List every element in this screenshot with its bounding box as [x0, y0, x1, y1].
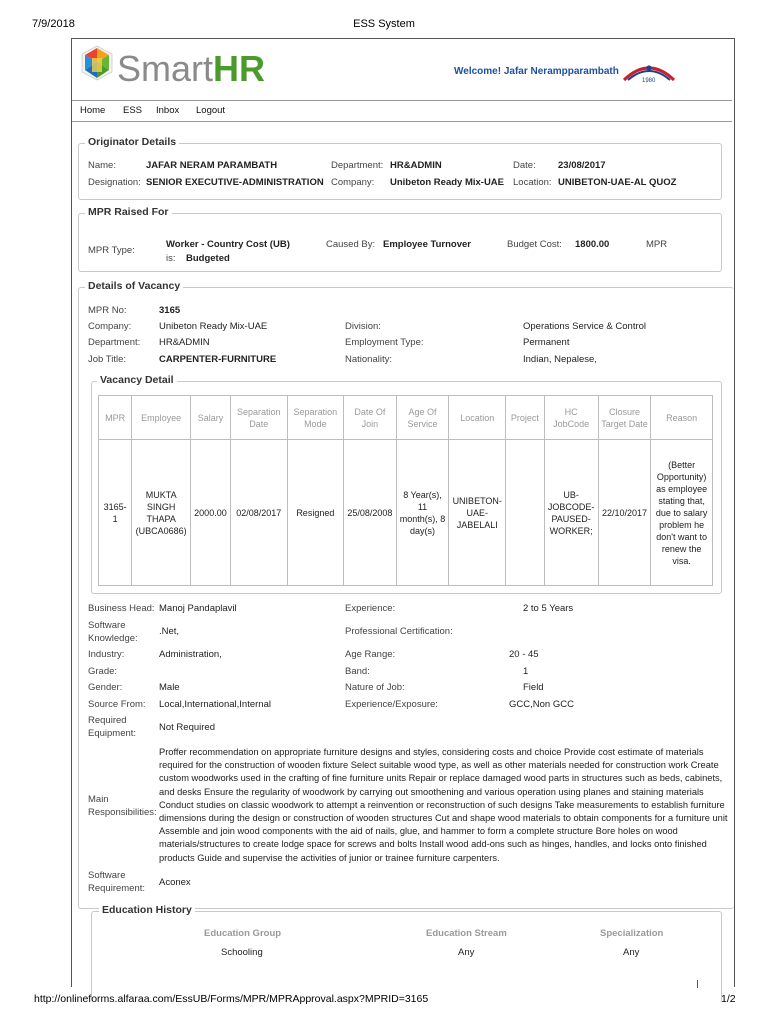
- bh-label: Business Head:: [88, 603, 155, 614]
- exp: 2 to 5 Years: [523, 603, 574, 614]
- bh: Manoj Pandaplavil: [159, 603, 237, 614]
- emblem-year: 1980: [642, 78, 656, 84]
- gender: Male: [159, 682, 180, 693]
- logo-smart: Smart: [117, 48, 214, 89]
- orig-name: JAFAR NERAM PARAMBATH: [146, 160, 278, 171]
- division: Operations Service & Control: [523, 321, 647, 332]
- cell-project: [506, 440, 544, 586]
- grade-label: Grade:: [88, 666, 118, 677]
- scroll-tick: [697, 980, 698, 988]
- cell-mpr: 3165-1: [99, 440, 132, 586]
- mpr-is: Budgeted: [186, 253, 230, 264]
- req: Not Required: [159, 722, 215, 733]
- col-salary: Salary: [190, 396, 230, 440]
- col-date-of-join: Date Of Join: [344, 396, 397, 440]
- sreq: Aconex: [159, 877, 191, 888]
- band-label: Band:: [345, 666, 370, 677]
- vacancy-legend: Details of Vacancy: [85, 280, 183, 292]
- src-label: Source From:: [88, 699, 146, 710]
- cell-salary: 2000.00: [190, 440, 230, 586]
- nav-home[interactable]: Home: [80, 105, 106, 116]
- cell-separation-mode: Resigned: [287, 440, 344, 586]
- print-title: ESS System: [353, 18, 415, 30]
- nav-logout[interactable]: Logout: [196, 105, 226, 116]
- orig-dept-label: Department:: [331, 160, 384, 171]
- logo-text: [117, 48, 265, 90]
- col-employee: Employee: [132, 396, 191, 440]
- resp-label: Main Responsibilities:: [88, 794, 157, 818]
- originator-legend: Originator Details: [85, 136, 179, 148]
- expo-label: Experience/Exposure:: [345, 699, 438, 710]
- col-project: Project: [506, 396, 544, 440]
- main-responsibilities: Proffer recommendation on appropriate furniture designs and styles, considering costs and choice Provide cost estimate of materials required for the construction of wooden fixture Select suitable wood type, as well as other materials needed for construction work Create custom woodworks used in the crafting of fine furniture units Repair or replace damaged wood parts in structures such as beds, cabinets, and desks Ensure the regularity of woodwork by carrying out smoothening and various operation using planes and staining materials Conduct studies on classic woodwork to attempt a reinvention or reconstruction of such designs Take measurements to establish furniture dimensions during the design or construction of wooden structures Cut and shape wood materials to obtain components for a furniture unit Assemble and join wood components with the aid of nails, glue, and hammer to form a complete structure Bore holes on wood materials/structures to create lodge space for screws and bolts Install wood add-ons such as hinges, handles, and locks onto finished products Guide and supervise the activities of junior or trainee furniture carpenters.: [159, 747, 728, 863]
- cell-location: UNIBETON-UAE-JABELALI: [449, 440, 506, 586]
- orig-desig: SENIOR EXECUTIVE-ADMINISTRATION: [146, 177, 324, 188]
- cell-separation-date: 02/08/2017: [230, 440, 287, 586]
- age: 20 - 45: [509, 649, 539, 660]
- print-url: http://onlineforms.alfaraa.com/EssUB/Forms/MPR/MPRApproval.aspx?MPRID=3165: [34, 993, 429, 1005]
- mpr-raised-legend: MPR Raised For: [85, 206, 172, 218]
- company-emblem: [622, 56, 676, 88]
- req-label: Required Equipment:: [88, 715, 137, 739]
- col-closure-date: Closure Target Date: [598, 396, 651, 440]
- orig-company-label: Company:: [331, 177, 375, 188]
- src: Local,International,Internal: [159, 699, 271, 710]
- noj: Field: [523, 682, 544, 693]
- sreq-label: Software Requirement:: [88, 870, 146, 894]
- vacancy-header-row: [99, 396, 713, 440]
- print-date: 7/9/2018: [32, 18, 75, 30]
- nav-inbox[interactable]: Inbox: [156, 105, 180, 116]
- nationality: Indian, Nepalese,: [523, 354, 597, 365]
- orig-dept: HR&ADMIN: [390, 160, 442, 171]
- top-nav: [72, 100, 732, 122]
- caused-by-label: Caused By:: [326, 239, 376, 250]
- ind: Administration,: [159, 649, 222, 660]
- edu-stream-header: Education Stream: [426, 928, 507, 939]
- col-age-of-service: Age Of Service: [396, 396, 449, 440]
- age-label: Age Range:: [345, 649, 396, 660]
- print-page: 1/2: [721, 993, 736, 1005]
- nav-ess[interactable]: ESS: [123, 105, 143, 116]
- col-hc-jobcode: HC JobCode: [544, 396, 598, 440]
- mpr-is-label: is:: [166, 253, 176, 264]
- orig-date-label: Date:: [513, 160, 536, 171]
- mprno-label: MPR No:: [88, 305, 127, 316]
- table-row: [99, 440, 713, 586]
- welcome-text: Welcome! Jafar Nerampparambath: [454, 66, 619, 77]
- mprno: 3165: [159, 305, 181, 316]
- vacancy-table: [98, 395, 713, 586]
- edu-group: Schooling: [221, 947, 263, 958]
- mpr-type: Worker - Country Cost (UB): [166, 239, 290, 250]
- mpr-type-label: MPR Type:: [88, 245, 135, 256]
- noj-label: Nature of Job:: [345, 682, 405, 693]
- col-separation-mode: Separation Mode: [287, 396, 344, 440]
- division-label: Division:: [345, 321, 381, 332]
- mpr-label: MPR: [646, 239, 668, 250]
- cell-reason: (Better Opportunity) as employee stating that, due to salary problem he don't want to renew the visa.: [651, 440, 713, 586]
- orig-name-label: Name:: [88, 160, 116, 171]
- nationality-label: Nationality:: [345, 354, 392, 365]
- orig-location-label: Location:: [513, 177, 552, 188]
- edu-spec: Any: [623, 947, 640, 958]
- col-mpr: MPR: [99, 396, 132, 440]
- job-title-label: Job Title:: [88, 354, 127, 365]
- smarthr-logo-icon: [79, 44, 115, 84]
- edu-stream: Any: [458, 947, 475, 958]
- emp-type: Permanent: [523, 337, 570, 348]
- vacancy-detail-legend: Vacancy Detail: [97, 374, 177, 386]
- budget-cost: 1800.00: [575, 239, 610, 250]
- col-reason: Reason: [651, 396, 713, 440]
- gender-label: Gender:: [88, 682, 123, 693]
- orig-desig-label: Designation:: [88, 177, 141, 188]
- edu-spec-header: Specialization: [600, 928, 664, 939]
- band: 1: [523, 666, 529, 677]
- col-location: Location: [449, 396, 506, 440]
- pc-label: Professional Certification:: [345, 626, 453, 637]
- expo: GCC,Non GCC: [509, 699, 574, 710]
- cell-date-of-join: 25/08/2008: [344, 440, 397, 586]
- vac-company-label: Company:: [88, 321, 132, 332]
- cell-age-of-service: 8 Year(s), 11 month(s), 8 day(s): [396, 440, 449, 586]
- vac-dept: HR&ADMIN: [159, 337, 210, 348]
- cell-closure-date: 22/10/2017: [598, 440, 651, 586]
- orig-company: Unibeton Ready Mix-UAE: [390, 177, 505, 188]
- emp-type-label: Employment Type:: [345, 337, 424, 348]
- cell-employee: MUKTA SINGH THAPA (UBCA0686): [132, 440, 191, 586]
- logo-hr: HR: [213, 48, 266, 89]
- sk-label: Software Knowledge:: [88, 620, 138, 644]
- vac-company: Unibeton Ready Mix-UAE: [159, 321, 268, 332]
- budget-cost-label: Budget Cost:: [507, 239, 562, 250]
- edu-group-header: Education Group: [204, 928, 282, 939]
- ind-label: Industry:: [88, 649, 125, 660]
- education-legend: Education History: [99, 904, 195, 916]
- cell-hc-jobcode: UB-JOBCODE-PAUSED-WORKER;: [544, 440, 598, 586]
- vac-dept-label: Department:: [88, 337, 141, 348]
- caused-by: Employee Turnover: [383, 239, 471, 250]
- sk: .Net,: [159, 626, 180, 637]
- orig-date: 23/08/2017: [558, 160, 606, 171]
- exp-label: Experience:: [345, 603, 396, 614]
- job-title: CARPENTER-FURNITURE: [159, 354, 277, 365]
- col-separation-date: Separation Date: [230, 396, 287, 440]
- orig-location: UNIBETON-UAE-AL QUOZ: [558, 177, 677, 188]
